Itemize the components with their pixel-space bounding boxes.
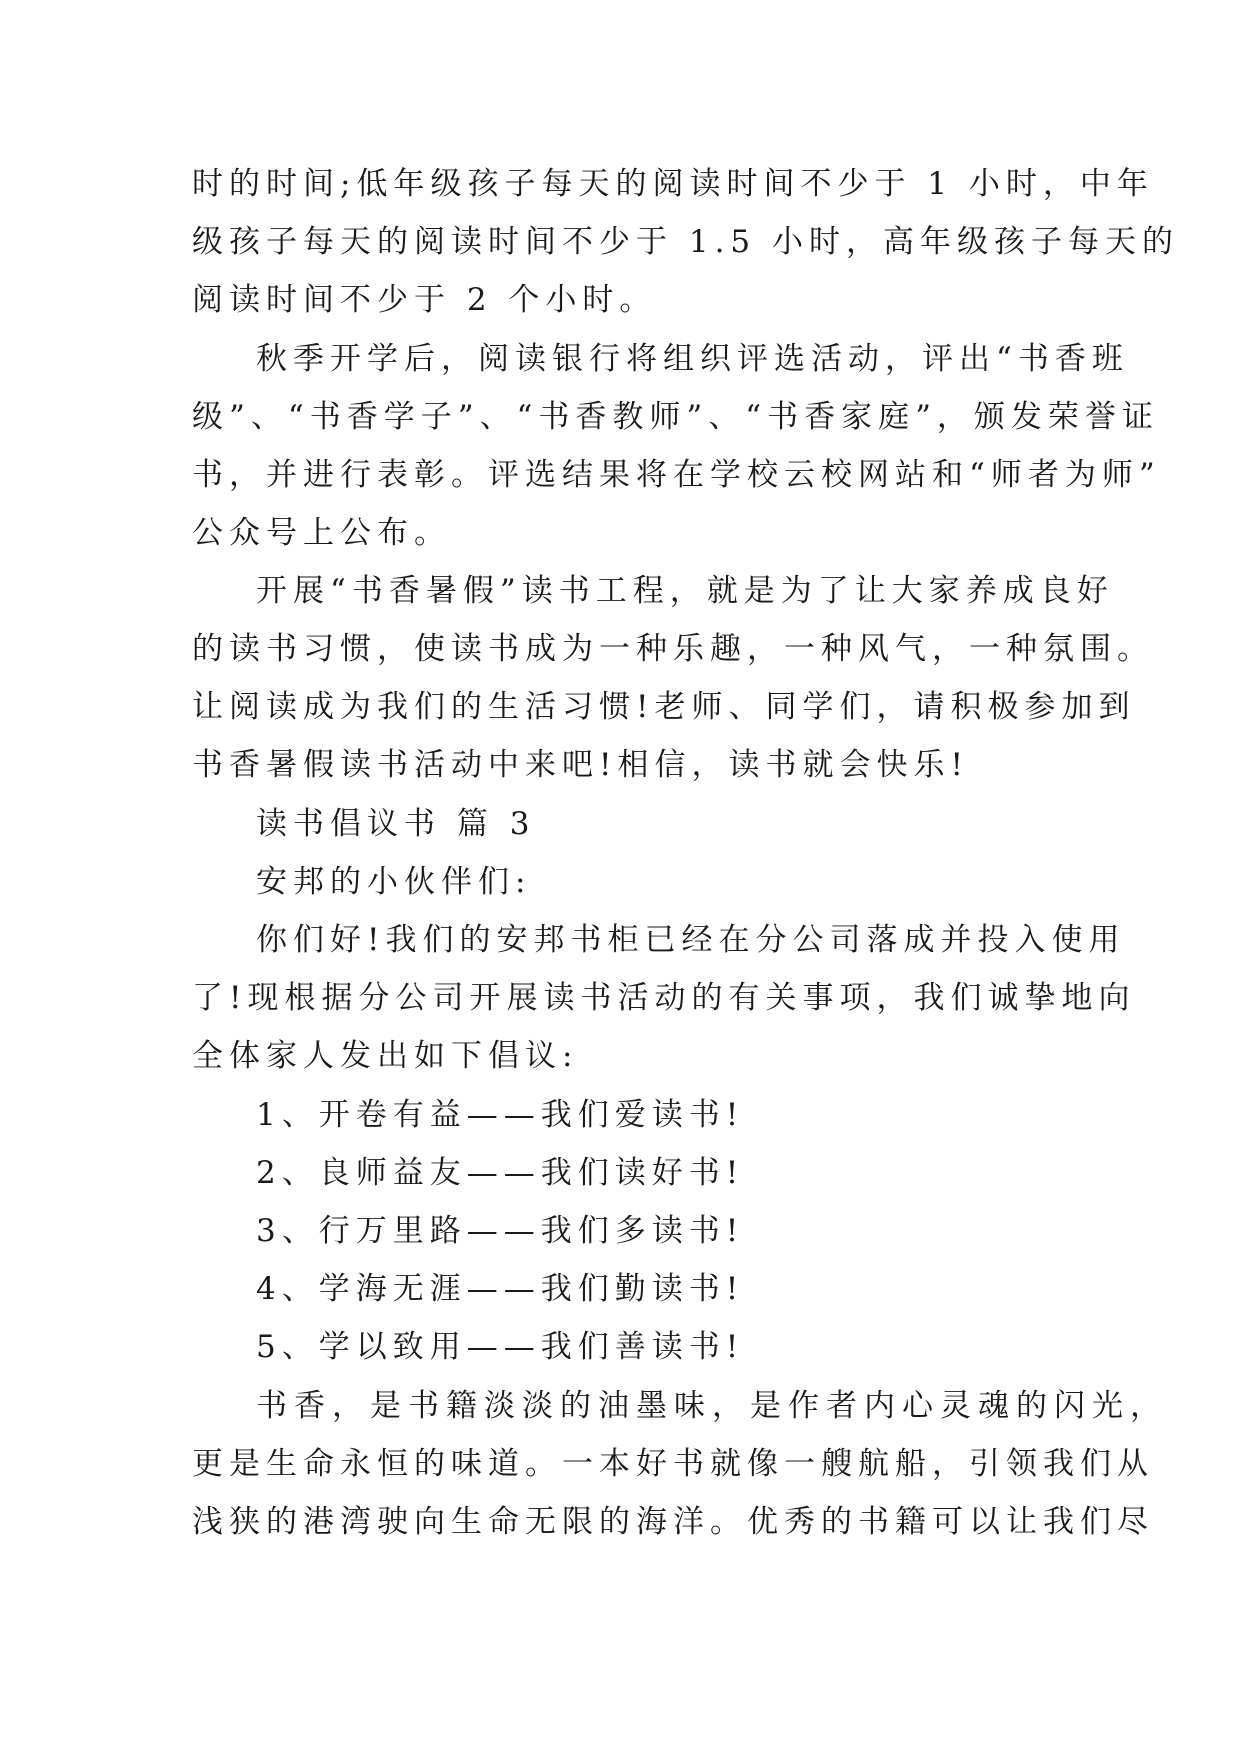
body-text-line: 更是生命永恒的味道。一本好书就像一艘航船，引领我们从 — [192, 1446, 1154, 1482]
paragraph-start-line: 开展“书香暑假”读书工程，就是为了让大家养成良好 — [256, 573, 1114, 609]
body-text-line: 书香暑假读书活动中来吧!相信，读书就会快乐! — [192, 747, 969, 783]
salutation: 安邦的小伙伴们: — [256, 864, 532, 900]
list-item: 4、学海无涯——我们勤读书! — [256, 1271, 745, 1307]
list-item: 1、开卷有益——我们爱读书! — [256, 1097, 745, 1133]
body-text-line: 阅读时间不少于 2 个小时。 — [192, 282, 657, 318]
body-text-line: 全体家人发出如下倡议: — [192, 1038, 579, 1074]
body-text-line: 让阅读成为我们的生活习惯!老师、同学们，请积极参加到 — [192, 689, 1136, 725]
list-item: 5、学以致用——我们善读书! — [256, 1329, 745, 1365]
body-text-line: 公众号上公布。 — [192, 515, 451, 551]
paragraph-start-line: 书香，是书籍淡淡的油墨味，是作者内心灵魂的闪光， — [256, 1388, 1168, 1424]
body-text-line: 浅狭的港湾驶向生命无限的海洋。优秀的书籍可以让我们尽 — [192, 1504, 1154, 1540]
body-text-line: 级”、“书香学子”、“书香教师”、“书香家庭”，颁发荣誉证 — [192, 399, 1159, 435]
paragraph-start-line: 你们好!我们的安邦书柜已经在分公司落成并投入使用 — [256, 922, 1126, 958]
body-text-line: 的读书习惯，使读书成为一种乐趣，一种风气，一种氛围。 — [192, 631, 1154, 667]
body-text-line: 书，并进行表彰。评选结果将在学校云校网站和“师者为师” — [192, 457, 1161, 493]
body-text-line: 级孩子每天的阅读时间不少于 1.5 小时，高年级孩子每天的 — [192, 224, 1180, 260]
paragraph-start-line: 秋季开学后，阅读银行将组织评选活动，评出“书香班 — [256, 341, 1129, 377]
list-item: 3、行万里路——我们多读书! — [256, 1213, 745, 1249]
list-item: 2、良师益友——我们读好书! — [256, 1155, 745, 1191]
body-text-line: 了!现根据分公司开展读书活动的有关事项，我们诚挚地向 — [192, 980, 1136, 1016]
body-text-line: 时的时间;低年级孩子每天的阅读时间不少于 1 小时，中年 — [192, 166, 1154, 202]
section-heading: 读书倡议书 篇 3 — [256, 806, 536, 842]
